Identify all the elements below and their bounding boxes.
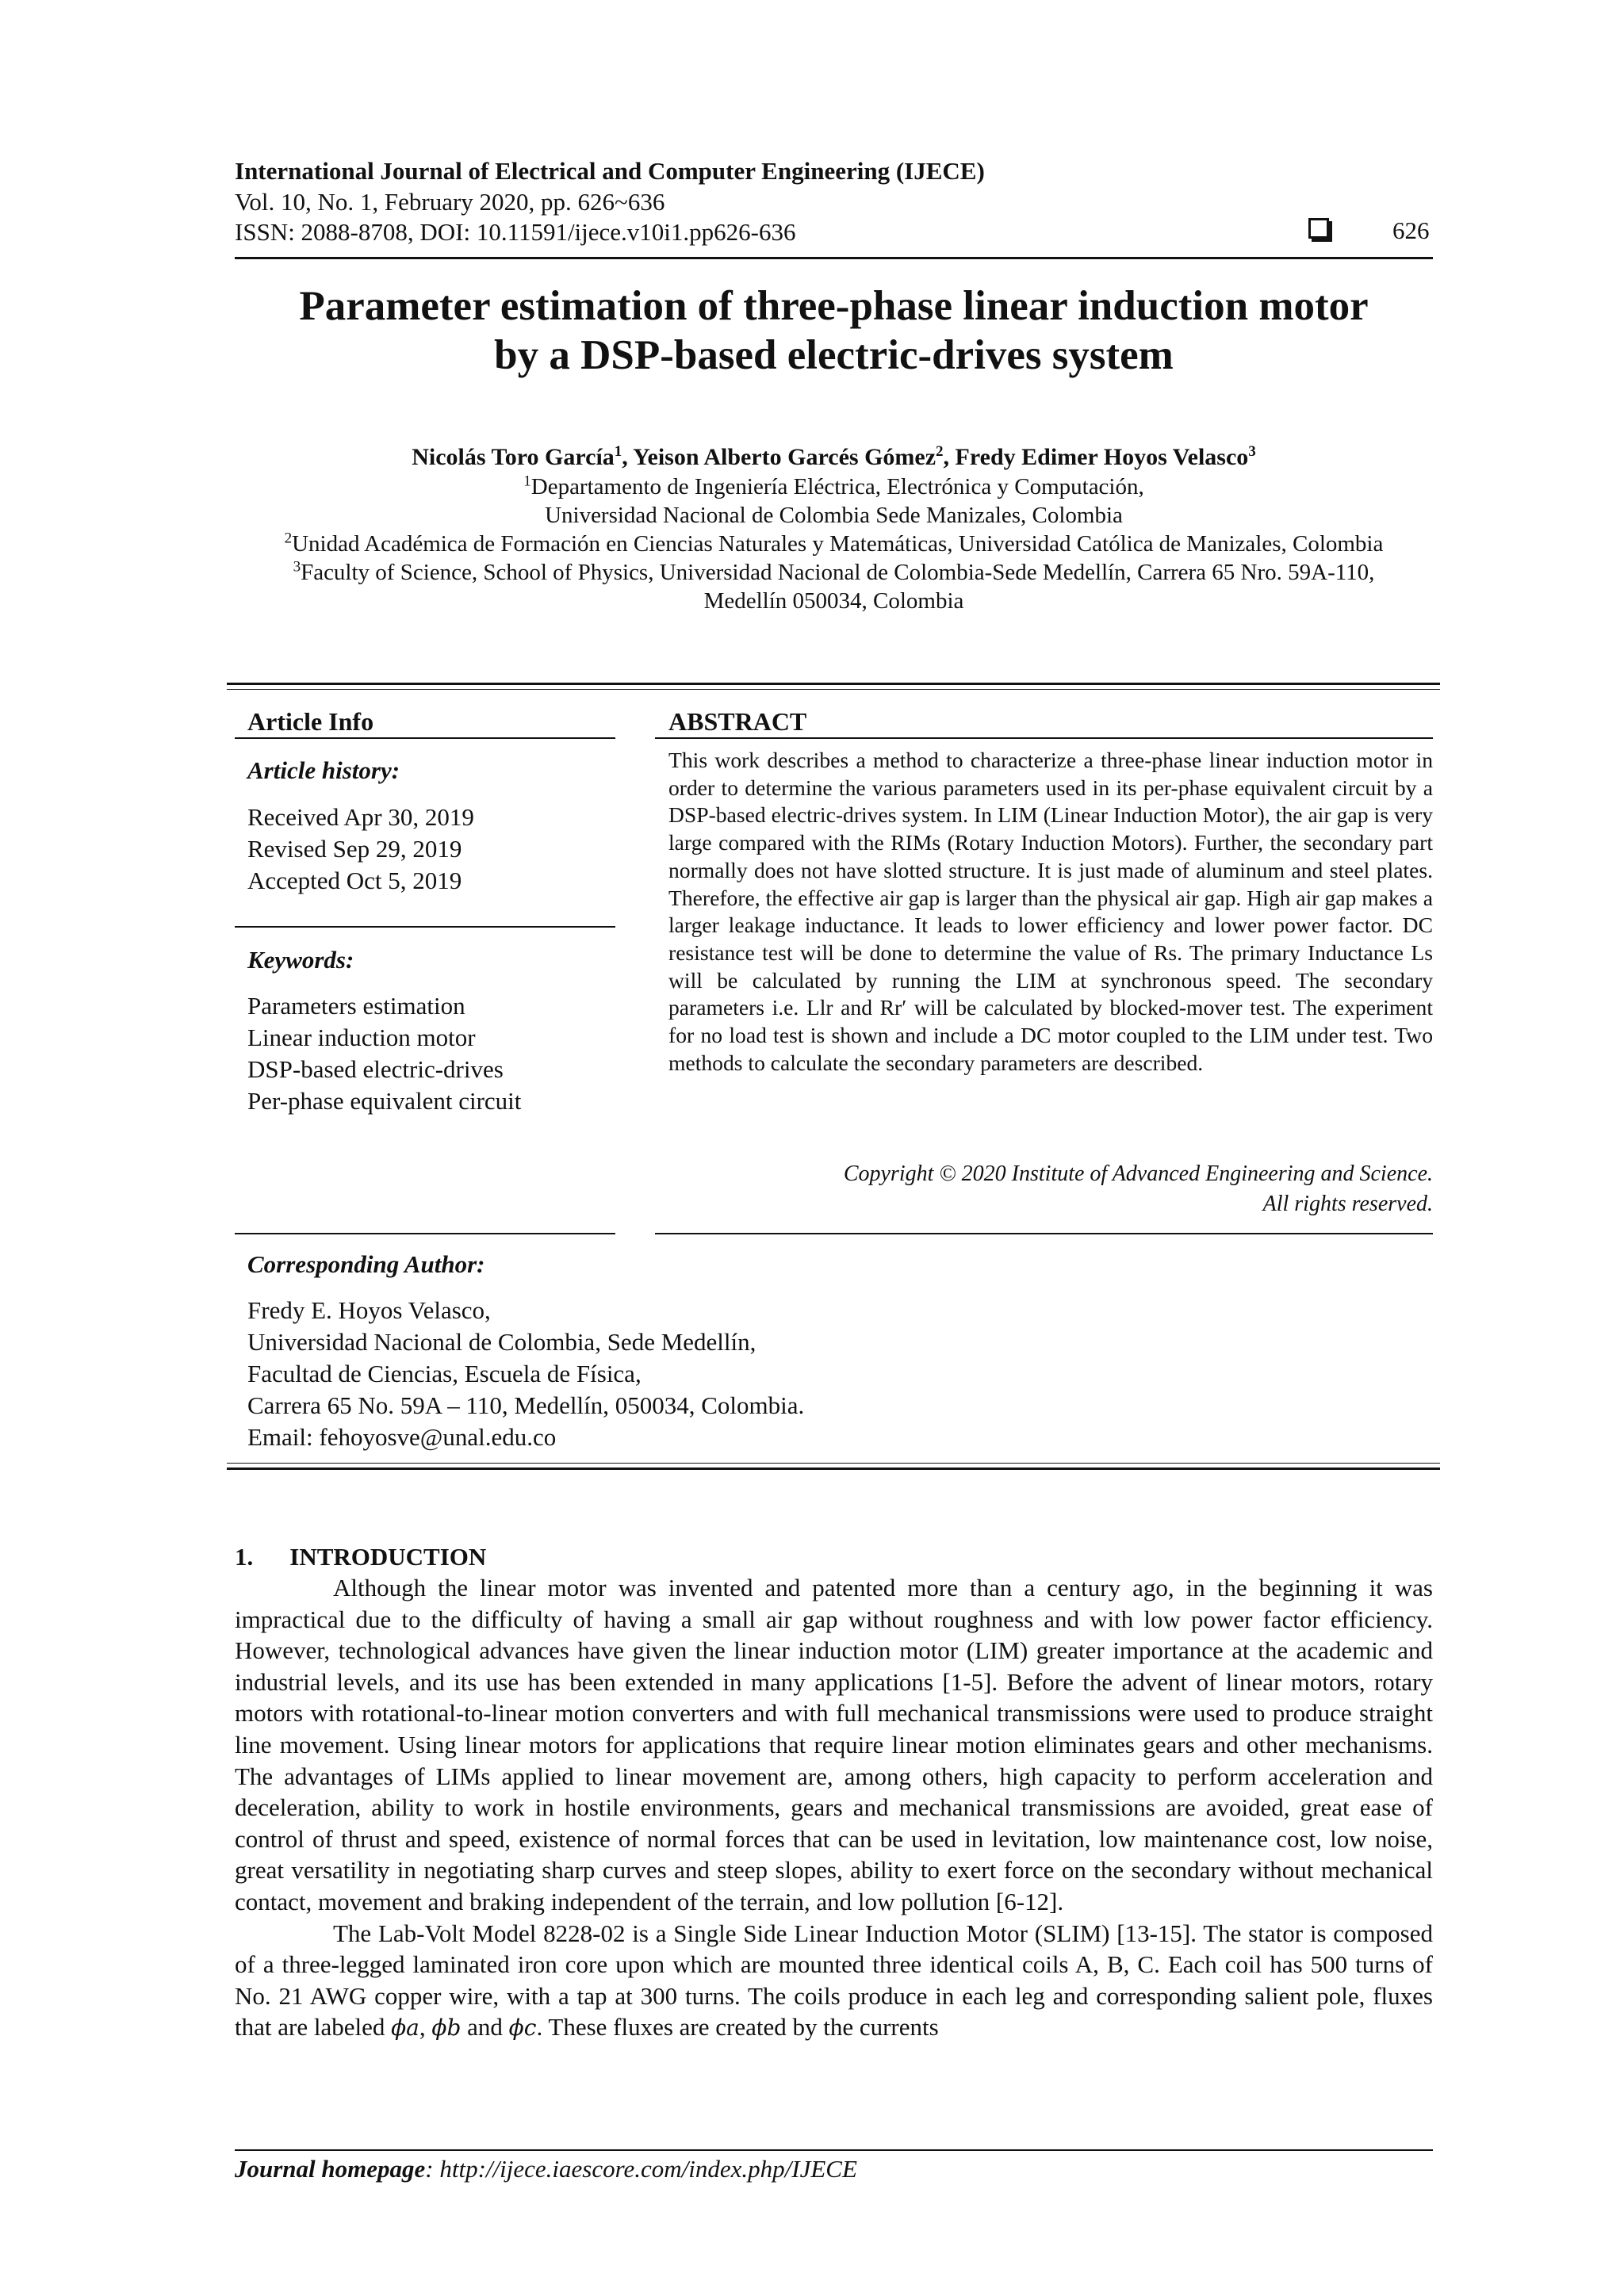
author-line: Fredy E. Hoyos Velasco,	[247, 1296, 491, 1324]
checkbox-square-icon	[1308, 218, 1329, 239]
keyword-item: DSP-based electric-drives	[247, 1055, 504, 1083]
keyword-item: Per-phase equivalent circuit	[247, 1087, 522, 1115]
keywords-rule	[235, 926, 615, 928]
journal-name: International Journal of Electrical and Computer Engineering (IJECE)	[235, 157, 985, 185]
author-sup: 2	[936, 443, 944, 460]
article-history-list	[247, 802, 474, 897]
article-history-heading: Article history:	[247, 756, 400, 784]
history-item-revised: Revised Sep 29, 2019	[247, 835, 462, 863]
title-line: by a DSP-based electric-drives system	[494, 332, 1174, 378]
author-line: Carrera 65 No. 59A – 110, Medellín, 050034, Colombia.	[247, 1391, 805, 1419]
history-item-accepted: Accepted Oct 5, 2019	[247, 867, 462, 894]
info-box-bottom-rule	[227, 1468, 1440, 1470]
author-email: Email: fehoyosve@unal.edu.co	[247, 1423, 557, 1451]
introduction-heading: 1. INTRODUCTION	[235, 1543, 487, 1571]
homepage-label: Journal homepage	[235, 2155, 426, 2183]
paper-title	[235, 281, 1433, 380]
intro-paragraph: The Lab-Volt Model 8228-02 is a Single Side Linear Induction Motor (SLIM) [13-15]. The stator is composed of a three-legged laminated iron core upon which are mounted three identical coils A, B, C. Each coil has 500 turns of No. 21 AWG copper wire, with a tap at 300 turns. The coils produce in each leg and corresponding salient pole, fluxes that are labeled ϕa, ϕb and ϕc. These fluxes are created by the currents	[235, 1919, 1433, 2042]
volume-line: Vol. 10, No. 1, February 2020, pp. 626~636	[235, 188, 665, 216]
info-box-top-rule	[227, 683, 1440, 685]
keyword-item: Parameters estimation	[247, 992, 465, 1020]
rights-line: All rights reserved.	[1262, 1192, 1433, 1216]
corresponding-author-rule	[235, 1233, 615, 1234]
corresponding-author-details	[247, 1295, 804, 1453]
header-rule	[235, 257, 1433, 259]
author-sup: 1	[614, 443, 622, 460]
affiliations	[235, 473, 1433, 615]
author-name: Fredy Edimer Hoyos Velasco	[955, 444, 1249, 470]
title-line: Parameter estimation of three-phase linear induction motor	[299, 283, 1369, 329]
flux-a: ϕa	[391, 2015, 419, 2042]
footer-rule	[235, 2149, 1433, 2151]
homepage-url[interactable]: : http://ijece.iaescore.com/index.php/IJECE	[425, 2155, 857, 2183]
affiliation-line: $^3$Faculty of Science, School of Physics, Universidad Nacional de Colombia-Sede Medellín, Carrera 65 Nro. 59A-110,	[293, 558, 1375, 585]
abstract-rule	[655, 737, 1433, 739]
keyword-item: Linear induction motor	[247, 1024, 476, 1051]
affiliation-line: Medellín 050034, Colombia	[703, 588, 964, 614]
abstract-heading: ABSTRACT	[668, 707, 807, 736]
intro-paragraph: Although the linear motor was invented and patented more than a century ago, in the beginning it was impractical due to the difficulty of having a small air gap without roughness and with low power factor efficiency. However, technological advances have given the linear induction motor (LIM) greater importance at the academic and industrial levels, and its use has been extended in many applications [1-5]. Before the advent of linear motors, rotary motors with rotational-to-linear motion converters and with full mechanical transmissions were used to produce straight line movement. Using linear motors for applications that require linear motion eliminates gears and other mechanisms. The advantages of LIMs applied to linear movement are, among others, high capacity to perform acceleration and deceleration, ability to work in hostile environments, gears and mechanical transmissions are avoided, great ease of control of thrust and speed, existence of normal forces that can be used in levitation, low maintenance cost, low noise, great versatility in negotiating sharp curves and steep slopes, ability to exert force on the secondary without mechanical contact, movement and braking independent of the terrain, and low pollution [6-12].	[235, 1574, 1433, 1915]
journal-homepage	[235, 2153, 857, 2185]
affiliation-line: Universidad Nacional de Colombia Sede Manizales, Colombia	[545, 503, 1123, 528]
flux-c: ϕc	[508, 2015, 537, 2042]
author-sup: 3	[1248, 443, 1256, 460]
article-info-heading: Article Info	[247, 707, 374, 736]
journal-meta	[235, 187, 796, 247]
flux-b: ϕb	[431, 2015, 462, 2042]
corresponding-author-heading: Corresponding Author:	[247, 1250, 485, 1278]
keywords-heading: Keywords:	[247, 946, 354, 974]
abstract-bottom-rule	[655, 1233, 1433, 1234]
page-number: 626	[1392, 216, 1430, 244]
keywords-list	[247, 990, 521, 1117]
author-line: Universidad Nacional de Colombia, Sede Medellín,	[247, 1328, 756, 1356]
issn-doi-line: ISSN: 2088-8708, DOI: 10.11591/ijece.v10i1.pp626-636	[235, 218, 796, 246]
author-line: Facultad de Ciencias, Escuela de Física,	[247, 1360, 642, 1387]
copyright-line: Copyright © 2020 Institute of Advanced Engineering and Science.	[843, 1161, 1433, 1186]
affiliation-line: $^2$Unidad Académica de Formación en Ciencias Naturales y Matemáticas, Universidad Católica de Manizales, Colombia	[284, 530, 1384, 557]
info-box-bottom-rule-inner	[227, 1463, 1440, 1464]
history-item-received: Received Apr 30, 2019	[247, 803, 474, 831]
author-name: Yeison Alberto Garcés Gómez	[633, 444, 936, 470]
info-box-top-rule-inner	[227, 689, 1440, 690]
abstract-text: This work describes a method to characterize a three-phase linear induction motor in order to determine the various parameters used in its per-phase equivalent circuit by a DSP-based electric-drives system. In LIM (Linear Induction Motor), the air gap is very large compared with the RIMs (Rotary Induction Motors). Further, the secondary part normally does not have slotted structure. It is just made of aluminum and steel plates. Therefore, the effective air gap is larger than the physical air gap. High air gap makes a larger leakage inductance. It leads to lower efficiency and lower power factor. DC resistance test will be done to determine the value of Rs. The primary Inductance Ls will be calculated by running the LIM at synchronous speed. The secondary parameters i.e. Llr and Rr′ will be calculated by blocked-mover test. The experiment for no load test is shown and include a DC motor coupled to the LIM under test. Two methods to calculate the secondary parameters are described.	[668, 748, 1433, 1075]
copyright-notice	[668, 1159, 1433, 1219]
affiliation-line: $^1$Departamento de Ingeniería Eléctrica, Electrónica y Computación,	[523, 473, 1144, 499]
article-info-rule	[235, 737, 615, 739]
author-name: Nicolás Toro García	[412, 444, 615, 470]
author-list: Nicolás Toro García$^1$, Yeison Alberto Garcés Gómez$^2$, Fredy Edimer Hoyos Velasco$^3$	[412, 443, 1256, 470]
introduction-body	[235, 1572, 1433, 2044]
